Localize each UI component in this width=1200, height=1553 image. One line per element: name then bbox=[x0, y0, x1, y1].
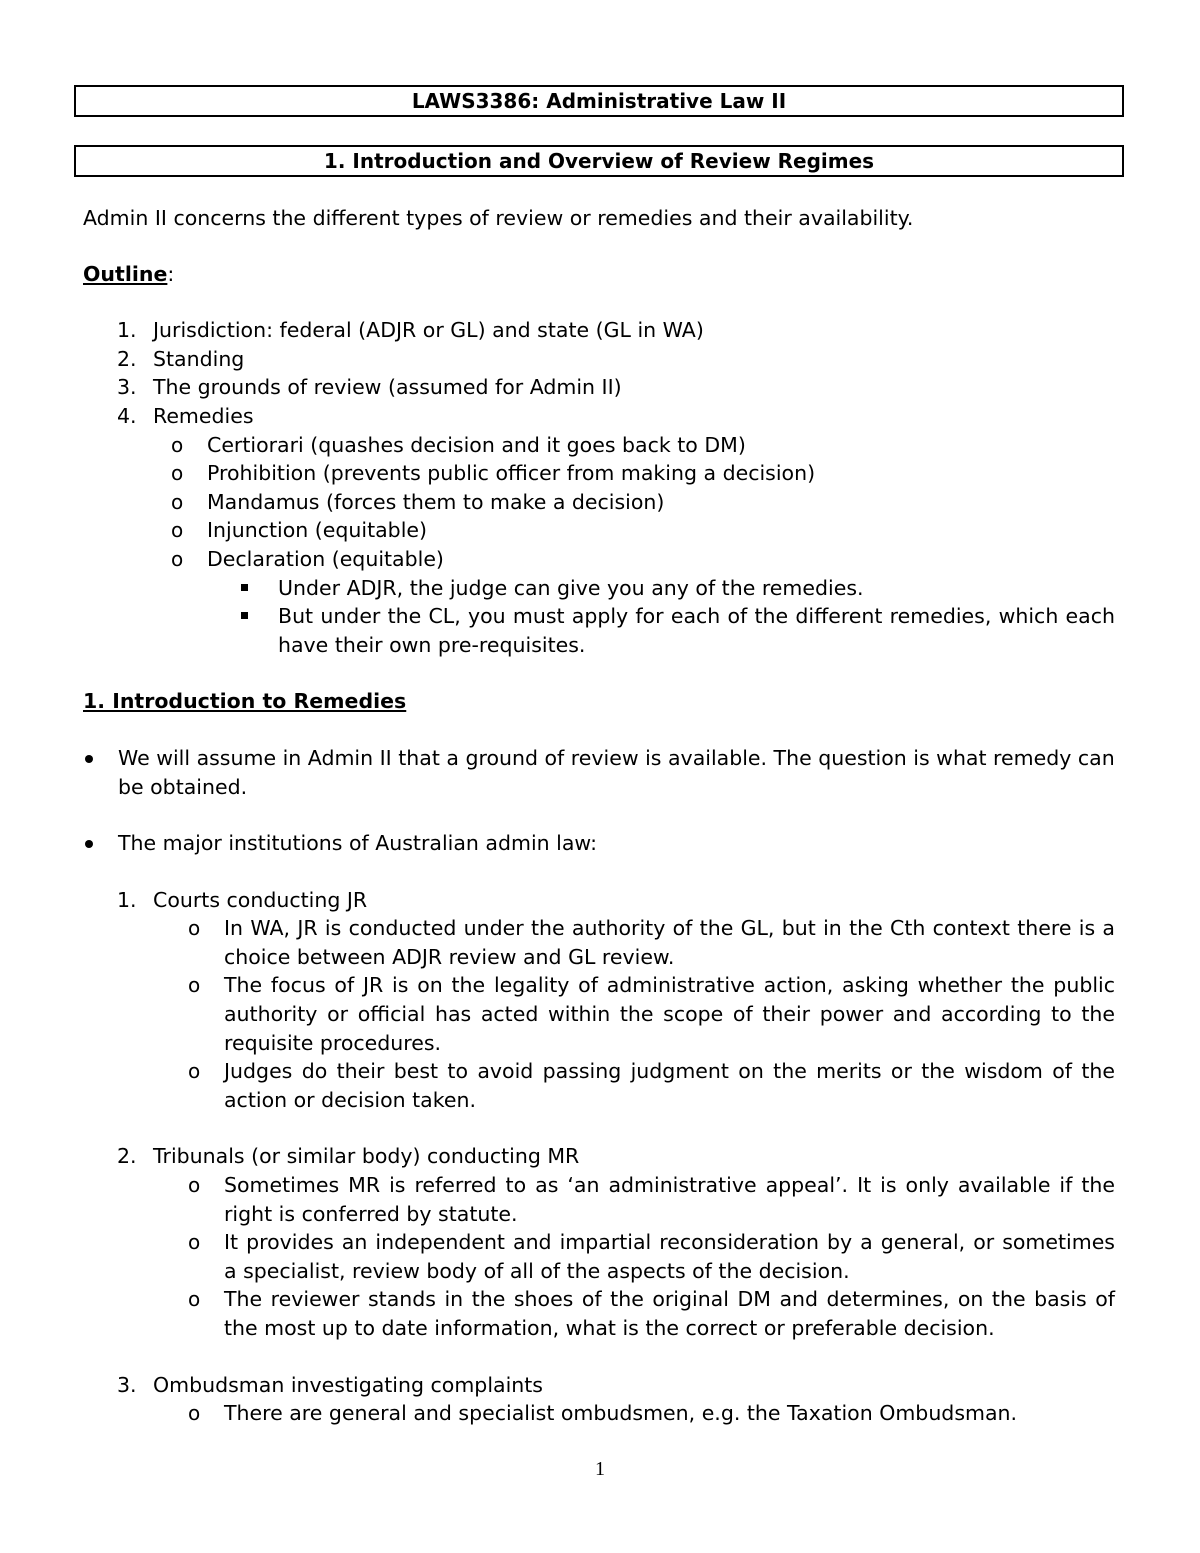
institution-item bbox=[83, 886, 1115, 1143]
institution-number: 2. bbox=[117, 1144, 137, 1169]
outline-item-text: Remedies bbox=[153, 403, 254, 428]
circle-bullet-icon: o bbox=[188, 1173, 201, 1198]
note-item bbox=[83, 574, 1115, 603]
course-title-box bbox=[74, 85, 1124, 117]
institution-title: Tribunals (or similar body) conducting MR bbox=[153, 1144, 580, 1169]
outline-item bbox=[83, 402, 1115, 659]
point-item bbox=[83, 1057, 1115, 1114]
remedy-text: Mandamus (forces them to make a decision) bbox=[207, 489, 665, 514]
note-item bbox=[83, 602, 1115, 659]
bullet-item bbox=[83, 744, 1115, 801]
circle-bullet-icon: o bbox=[188, 1401, 201, 1426]
remedies-list bbox=[153, 431, 1115, 660]
institution-number: 3. bbox=[117, 1372, 137, 1397]
intro-sentence: Admin II concerns the different types of review or remedies and their availability. bbox=[83, 206, 914, 230]
section-title-box bbox=[74, 145, 1124, 177]
institution-item bbox=[83, 1142, 1115, 1370]
outline-item-number: 2. bbox=[117, 346, 137, 371]
page-number: 1 bbox=[595, 1458, 605, 1480]
point-item bbox=[83, 1399, 1115, 1428]
point-text: The focus of JR is on the legality of administrative action, asking whether the public authority or official has acted within the scope of their power and according to the requisite procedures. bbox=[224, 973, 1115, 1055]
remedy-text: Prohibition (prevents public officer from making a decision) bbox=[207, 461, 816, 486]
point-text: The reviewer stands in the shoes of the original DM and determines, on the basis of the most up to date information, what is the correct or preferable decision. bbox=[224, 1287, 1115, 1340]
outline-list bbox=[83, 316, 1115, 659]
institution-points bbox=[153, 1171, 1115, 1343]
outline-item-number: 1. bbox=[117, 318, 137, 343]
outline-item-text: The grounds of review (assumed for Admin II) bbox=[153, 375, 622, 400]
document-body bbox=[83, 204, 1115, 1428]
note-text: But under the CL, you must apply for each of the different remedies, which each have their own pre-requisites. bbox=[278, 604, 1115, 657]
circle-bullet-icon: o bbox=[188, 1059, 201, 1084]
bullet-item bbox=[83, 829, 1115, 1428]
bullet-icon bbox=[85, 840, 93, 848]
circle-bullet-icon: o bbox=[188, 916, 201, 941]
remedy-item bbox=[83, 459, 1115, 488]
outline-heading bbox=[83, 260, 1115, 289]
outline-item bbox=[83, 316, 1115, 345]
outline-label: Outline bbox=[83, 261, 168, 286]
circle-bullet-icon: o bbox=[188, 973, 201, 998]
bullet-text: We will assume in Admin II that a ground of review is available. The question is what remedy can be obtained. bbox=[118, 745, 1115, 799]
outline-item bbox=[83, 373, 1115, 402]
circle-bullet-icon: o bbox=[171, 432, 184, 457]
point-item bbox=[83, 1171, 1115, 1228]
point-item bbox=[83, 914, 1115, 971]
outline-item-number: 3. bbox=[117, 375, 137, 400]
institution-item bbox=[83, 1371, 1115, 1428]
circle-bullet-icon: o bbox=[171, 546, 184, 571]
section-title: 1. Introduction and Overview of Review Regimes bbox=[323, 149, 875, 173]
square-bullet-icon bbox=[241, 612, 248, 619]
point-text: It provides an independent and impartial reconsideration by a general, or sometimes a specialist, review body of all of the aspects of the decision. bbox=[224, 1230, 1115, 1283]
circle-bullet-icon: o bbox=[188, 1287, 201, 1312]
outline-item bbox=[83, 345, 1115, 374]
section-heading: 1. Introduction to Remedies bbox=[83, 689, 407, 714]
outline-colon: : bbox=[167, 261, 175, 286]
section-bullets bbox=[83, 829, 1115, 1428]
remedy-item bbox=[83, 516, 1115, 545]
remedy-item bbox=[83, 488, 1115, 517]
circle-bullet-icon: o bbox=[171, 489, 184, 514]
institutions-list bbox=[118, 886, 1115, 1428]
point-text: In WA, JR is conducted under the authority of the GL, but in the Cth context there is a choice between ADJR review and GL review. bbox=[224, 916, 1115, 969]
institution-number: 1. bbox=[117, 887, 137, 912]
square-bullet-icon bbox=[241, 584, 248, 591]
circle-bullet-icon: o bbox=[171, 461, 184, 486]
point-item bbox=[83, 971, 1115, 1057]
note-text: Under ADJR, the judge can give you any of the remedies. bbox=[278, 575, 864, 600]
outline-item-number: 4. bbox=[117, 403, 137, 428]
section-bullets bbox=[83, 744, 1115, 801]
point-item bbox=[83, 1228, 1115, 1285]
remedy-text: Declaration (equitable) bbox=[207, 546, 444, 571]
remedy-item bbox=[83, 545, 1115, 659]
institution-title: Courts conducting JR bbox=[153, 887, 368, 912]
institution-points bbox=[153, 1399, 1115, 1428]
point-text: There are general and specialist ombudsmen, e.g. the Taxation Ombudsman. bbox=[224, 1401, 1018, 1426]
point-text: Sometimes MR is referred to as ‘an administrative appeal’. It is only available if the right is conferred by statute. bbox=[224, 1173, 1115, 1226]
point-text: Judges do their best to avoid passing judgment on the merits or the wisdom of the action or decision taken. bbox=[224, 1059, 1115, 1112]
circle-bullet-icon: o bbox=[188, 1230, 201, 1255]
remedy-text: Certiorari (quashes decision and it goes back to DM) bbox=[207, 432, 746, 457]
bullet-icon bbox=[85, 755, 93, 763]
bullet-text: The major institutions of Australian admin law: bbox=[118, 831, 597, 856]
outline-item-text: Jurisdiction: federal (ADJR or GL) and state (GL in WA) bbox=[153, 318, 704, 343]
institution-title: Ombudsman investigating complaints bbox=[153, 1372, 543, 1397]
remedy-text: Injunction (equitable) bbox=[207, 518, 428, 543]
declaration-notes bbox=[207, 574, 1115, 660]
remedy-item bbox=[83, 431, 1115, 460]
institution-points bbox=[153, 914, 1115, 1114]
circle-bullet-icon: o bbox=[171, 518, 184, 543]
point-item bbox=[83, 1285, 1115, 1342]
outline-item-text: Standing bbox=[153, 346, 245, 371]
course-title: LAWS3386: Administrative Law II bbox=[411, 89, 787, 113]
